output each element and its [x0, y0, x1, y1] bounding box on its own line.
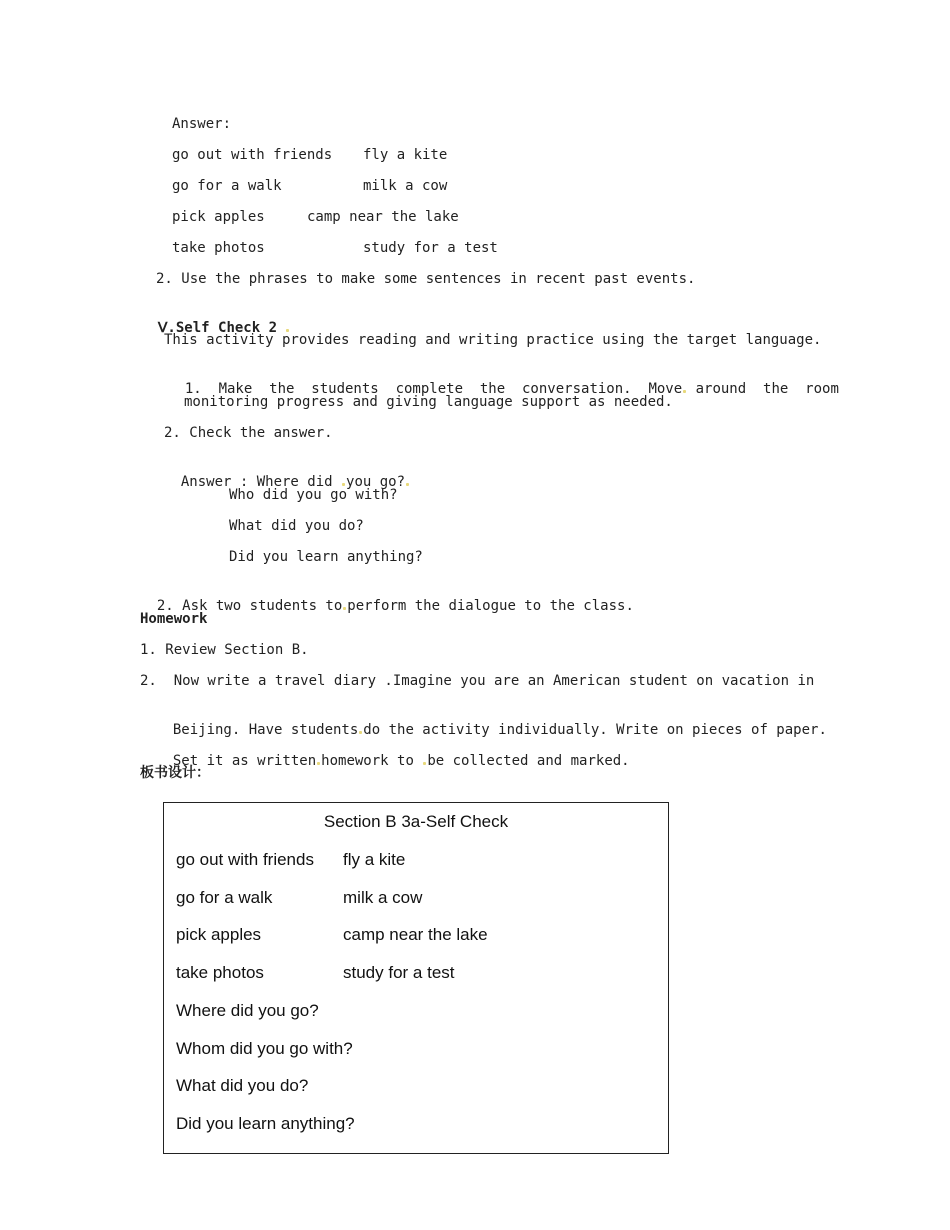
- marker-dot: [423, 762, 426, 765]
- answer-label: Answer : Where did: [180, 474, 333, 490]
- board-phrase-left: pick apples: [176, 925, 262, 944]
- answer-phrase-left: pick apples: [172, 209, 265, 225]
- self-check-intro: This activity provides reading and writing practice using the target language.: [164, 332, 822, 348]
- board-design-box: [163, 802, 669, 1154]
- board-question: Whom did you go with?: [176, 1039, 353, 1058]
- board-phrase-right: fly a kite: [343, 850, 406, 869]
- answer-step-2: 2. Use the phrases to make some sentences in recent past events.: [156, 271, 696, 287]
- homework-heading: Homework: [140, 611, 208, 627]
- answer-question-2: Who did you go with?: [229, 487, 398, 503]
- homework-text-d: homework to: [321, 753, 414, 769]
- step-3-text-b: perform the dialogue to the class.: [347, 598, 634, 614]
- answer-question-1: you go?: [346, 474, 406, 490]
- marker-dot: [317, 762, 320, 765]
- homework-item-1: 1. Review Section B.: [140, 642, 309, 658]
- step-3-text-a: 2. Ask two students to: [156, 598, 343, 614]
- homework-text-b: do the activity individually. Write on pieces of paper.: [363, 722, 827, 738]
- answer-question-4: Did you learn anything?: [229, 549, 423, 565]
- answer-phrase-right: milk a cow: [363, 178, 448, 194]
- answer-phrase-left: go out with friends: [172, 147, 333, 163]
- board-phrase-left: go out with friends: [176, 850, 314, 869]
- step-1-text-b: around the room: [695, 381, 839, 397]
- marker-dot: [406, 483, 409, 486]
- marker-dot: [343, 607, 346, 610]
- answer-phrase-right: camp near the lake: [307, 209, 459, 225]
- self-check-step-1-line-2: monitoring progress and giving language support as needed.: [184, 394, 673, 410]
- board-phrase-right: camp near the lake: [343, 925, 488, 944]
- answer-heading: Answer:: [172, 116, 232, 132]
- answer-phrase-right: fly a kite: [363, 147, 448, 163]
- homework-text-a: Beijing. Have students: [172, 722, 359, 738]
- step-1-text-a: 1. Make the students complete the conversation. Move: [184, 381, 683, 397]
- board-question: Did you learn anything?: [176, 1114, 355, 1133]
- board-phrase-right: milk a cow: [343, 888, 423, 907]
- self-check-step-3: [140, 579, 634, 615]
- board-phrase-right: study for a test: [343, 963, 455, 982]
- marker-dot: [683, 390, 686, 393]
- homework-text-c: Set it as written: [172, 753, 317, 769]
- answer-question-3: What did you do?: [229, 518, 364, 534]
- section-title: Self Check 2: [175, 320, 278, 336]
- board-phrase-left: take photos: [176, 963, 264, 982]
- self-check-step-2: 2. Check the answer.: [164, 425, 333, 441]
- board-design-label: 板书设计：: [140, 765, 210, 781]
- roman-numeral: Ⅴ.: [157, 320, 176, 336]
- board-phrase-left: go for a walk: [176, 888, 273, 907]
- board-title: Section B 3a-Self Check: [323, 812, 509, 831]
- board-question: What did you do?: [176, 1076, 309, 1095]
- answer-phrase-right: study for a test: [363, 240, 498, 256]
- answer-phrase-left: go for a walk: [172, 178, 282, 194]
- homework-item-2-line-1: 2. Now write a travel diary .Imagine you are an American student on vacation in: [140, 673, 815, 689]
- board-question: Where did you go?: [176, 1001, 319, 1020]
- homework-text-e: be collected and marked.: [427, 753, 630, 769]
- homework-item-2-line-3: [156, 734, 630, 770]
- answer-phrase-left: take photos: [172, 240, 265, 256]
